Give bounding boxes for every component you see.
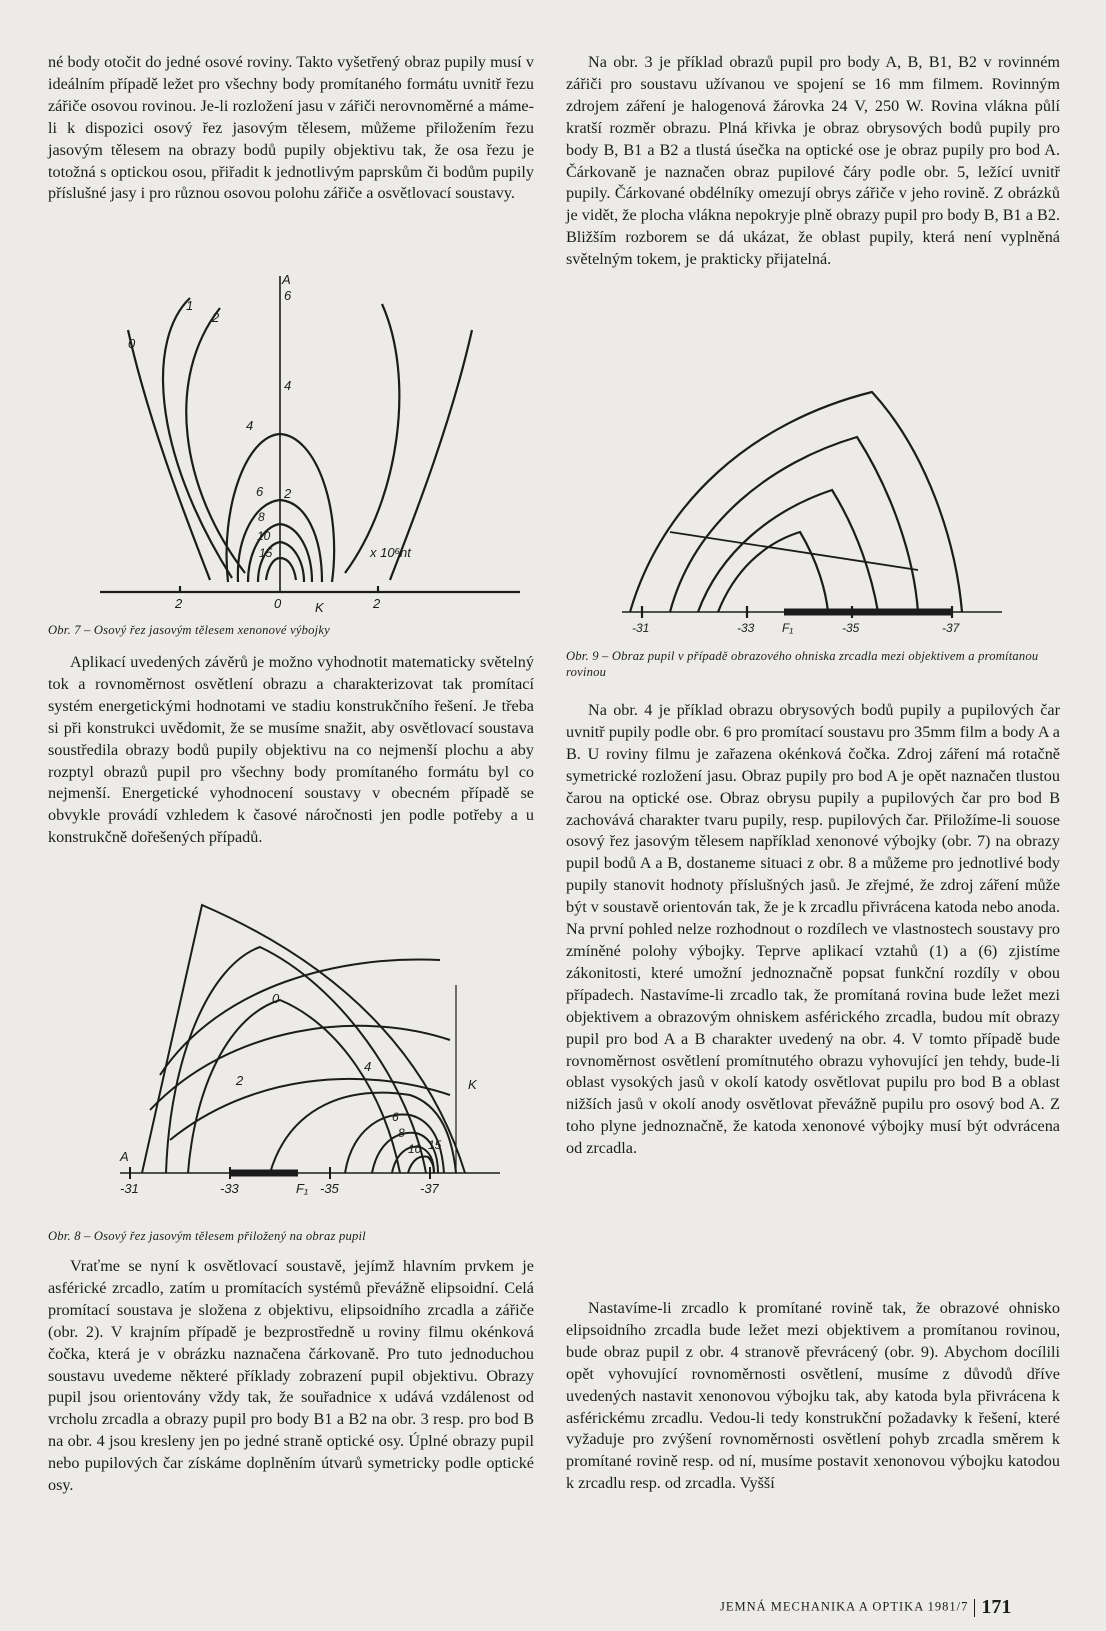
fig8-tick: F₁ bbox=[296, 1181, 309, 1196]
fig8-contour-label: 6 bbox=[392, 1110, 399, 1124]
left-text-top: né body otočit do jedné osové roviny. Takto vyšetřený obraz pupily musí v ideálním případě ležet pro všechny body promítaného formátu uvnitř řezu zářiče osovou rovinou. Je-li rozložení jasu v zářiči nerovnoměrné a máme-li k dispozici osový řez jasovým tělesem, můžeme přiložením řezu jasovým tělesem na obrazy bodů pupily objektivu tak, že osa řezu je totožná s optickou osou, přiřadit k jednotlivým paprskům či bodům pupily příslušné jasy i pro různou osovou polohu zářiče a osvětlovací soustavy. bbox=[48, 53, 534, 203]
fig8-contour-label: 2 bbox=[236, 1073, 244, 1088]
right-text-2: Na obr. 4 je příklad obrazu obrysových bodů pupily a pupilových čar uvnitř pupily podle obr. 6 pro promítací soustavu pro 35mm film a body A a B. U roviny filmu je zařazena okénková čočka. Zdroj záření má rotačně symetrické rozložení jasu. Obraz pupily pro bod A je opět naznačen tlustou čarou na optické ose. Obraz obrysu pupily a pupilových čar pro bod B zachovává charakter tvaru pupily, resp. pupilových čar. Přiložíme-li souose osový řez jasovým tělesem například xenonové výbojky (obr. 7) na obrazy pupil bodů A a B, dostaneme situaci z obr. 8 a můžeme pro jednotlivé body pupily stanovit hodnoty příslušných jasů. Je zřejmé, že zdroj záření může být v soustavě orientován tak, že je k zrcadlu přivrácena katoda nebo anoda. Na první pohled nelze rozhodnout o rozdílech ve vlastnostech soustavy pro zmíněné polohy výbojky. Teprve aplikací vztahů (1) a (6) zjistíme zákonitosti, které umožní jednoznačně popsat funkční rozdíly v obou případech. Nastavíme-li zrcadlo tak, že promítaná rovina bude ležet mezi objektivem a obrazovým ohniskem asférického zrcadla, budou mít obrazy pupil pro bod A a B charakter uvedený na obr. 4. V tomto případě bude rovnoměrnost osvětlení promítnutého obrazu vyhovující jen tehdy, bude-li oblast vysokých jasů v okolí katody osvětlovat pupilu pro bod B a oblast nižších jasů v okolí anody osvětlovat převážně pupilu pro osový bod A. Z toho plyne jednoznačně, že katoda xenonové výbojky musí být odvrácena od zrcadla. bbox=[566, 701, 1060, 1158]
fig8-label-k: K bbox=[468, 1077, 477, 1092]
figure-8 bbox=[120, 905, 500, 1210]
fig8-contour bbox=[150, 1026, 450, 1110]
fig8-tick: -37 bbox=[420, 1181, 439, 1196]
figure-9-caption: Obr. 9 – Obraz pupil v případě obrazového ohniska zrcadla mezi objektivem a promítanou rovinou bbox=[566, 649, 1039, 679]
right-text-3: Nastavíme-li zrcadlo k promítané rovině tak, že obrazové ohnisko elipsoidního zrcadla bude ležet mezi objektivem a promítanou rovinou, bude obraz pupil z obr. 4 stranově převrácený (obr. 9). Abychom docílili opět vyhovující rovnoměrnosti osvětlení, musíme z důvodů dříve uvedených nastavit xenonovou výbojku tak, aby katoda byla přivrácena k asférickému zrcadlu. Vedou-li tedy konstrukční požadavky k řešení, které vyžaduje pro zvýšení rovnoměrnosti osvětlení pohyb zrcadla směrem k promítané rovině resp. od ní, musíme postavit xenonovou výbojku katodou k zrcadlu resp. od zrcadla. Vyšší bbox=[566, 1299, 1060, 1493]
figure-9 bbox=[622, 392, 1002, 635]
left-paragraph-bottom bbox=[48, 1256, 534, 1497]
right-paragraph-2 bbox=[566, 700, 1060, 1160]
left-paragraph-mid bbox=[48, 652, 534, 849]
fig7-tick: 0 bbox=[274, 596, 282, 611]
fig7-label-a: A bbox=[282, 272, 291, 287]
fig8-contour-label: 4 bbox=[364, 1059, 372, 1074]
left-paragraph-top bbox=[48, 52, 534, 205]
fig8-contour-label: 15 bbox=[428, 1138, 442, 1152]
fig7-contour-label: 2 bbox=[212, 310, 220, 325]
fig9-arc bbox=[670, 437, 918, 612]
fig9-tick: -31 bbox=[632, 621, 650, 635]
figure-7-caption: Obr. 7 – Osový řez jasovým tělesem xenonové výbojky bbox=[48, 623, 330, 637]
fig8-label-a: A bbox=[120, 1149, 129, 1164]
fig7-contour-label: 0 bbox=[128, 336, 136, 351]
fig7-axis-value-2: 2 bbox=[284, 486, 292, 501]
fig7-unit: x 10⁶nt bbox=[370, 545, 411, 560]
fig7-contour-label: 8 bbox=[258, 510, 265, 524]
fig7-contour-15 bbox=[266, 558, 296, 580]
fig7-contour-label: 6 bbox=[256, 484, 264, 499]
fig9-tick: F₁ bbox=[782, 621, 794, 635]
left-text-bottom: Vraťme se nyní k osvětlovací soustavě, jejímž hlavním prvkem je asférické zrcadlo, zatím u promítacích systémů převážně elipsoidní. Celá promítací soustava je složena z objektivu, elipsoidního zrcadla a zářiče (obr. 2). V krajním případě je bezprostředně u roviny filmu okénková čočka, která je v obrázku naznačena čárkovaně. Pro tuto jednoduchou soustavu uvedeme některé příklady zobrazení pupil objektivu. Obrazy pupil jsou orientovány vždy tak, že souřadnice x udává vzdálenost od vrcholu zrcadla a obrazy pupil pro body B1 a B2 na obr. 3 resp. pro bod B na obr. 4 jsou kresleny jen po jedné straně optické osy. Úplné obrazy pupil nebo pupilových čar získáme doplněním útvarů symetricky podle optické osy. bbox=[48, 1257, 534, 1495]
fig7-tick: 2 bbox=[373, 596, 381, 611]
footer-divider bbox=[974, 1599, 975, 1617]
fig7-label-k: K bbox=[315, 600, 324, 615]
left-text-mid: Aplikací uvedených závěrů je možno vyhodnotit matematicky světelný tok a rovnoměrnost osvětlení obrazu a charakterizovat tak promítací systém energetickými hodnotami ve stadiu konstrukčního řešení. Je třeba si při konstrukci uvědomit, že se musíme snažit, aby osvětlovací soustava soustředila obrazy bodů pupily objektivu na co nejmenší plochu a aby rozptyl obrazů pupil pro všechny body promítaného formátu byl co nejmenší. Energetické vyhodnocení soustavy v obecném případě se obvykle provádí vzhledem k časové náročnosti jen podle potřeby a u konstrukčně dořešených případů. bbox=[48, 653, 534, 847]
page-footer bbox=[720, 1596, 1011, 1619]
fig9-tick: -33 bbox=[737, 621, 755, 635]
fig7-contour-label: 4 bbox=[246, 418, 254, 433]
fig9-tick: -35 bbox=[842, 621, 860, 635]
fig8-contour bbox=[170, 1079, 450, 1140]
figure-7 bbox=[60, 268, 530, 613]
right-text-1: Na obr. 3 je příklad obrazů pupil pro body A, B, B1, B2 v rovinném zářiči pro soustavu užívanou ve spojení se 16 mm filmem. Rovinným zdrojem záření je halogenová žárovka 24 V, 250 W. Rovina vlákna půlí kratší rozměr obrazu. Plná křivka je obraz obrysových bodů pupily pro body B, B1 a B2 a tlustá úsečka na optické ose je obraz pupily pro bod A. Čárkovaně je naznačen obraz pupilové čáry podle obr. 5, ležící uvnitř pupily. Čárkované obdélníky omezují obrys zářiče v jeho rovině. Z obrázků je vidět, že plocha vlákna nepokryje plně obrazy pupil pro body B, B1 a B2. Bližším rozborem se dá ukázat, že oblast pupily, která není vyplněná světelným tokem, je prakticky přijatelná. bbox=[566, 53, 1060, 269]
fig8-tick: -31 bbox=[120, 1181, 139, 1196]
fig7-axis-value-4: 4 bbox=[284, 378, 292, 393]
fig8-contour-label: 10 bbox=[408, 1142, 422, 1156]
fig7-axis-value-6: 6 bbox=[284, 288, 292, 303]
fig9-outer-arc bbox=[630, 392, 962, 612]
page-number: 171 bbox=[981, 1596, 1012, 1618]
fig8-contour-label: 8 bbox=[398, 1126, 405, 1140]
right-paragraph-3 bbox=[566, 1298, 1060, 1495]
fig8-arc bbox=[166, 947, 426, 1173]
fig8-tick: -33 bbox=[220, 1181, 239, 1196]
fig7-contour-label: 10 bbox=[257, 529, 271, 543]
journal-name: JEMNÁ MECHANIKA A OPTIKA 1981/7 bbox=[720, 1599, 969, 1614]
fig7-tick: 2 bbox=[175, 596, 183, 611]
fig7-contour-label: 15 bbox=[259, 546, 273, 560]
fig7-contour-0 bbox=[128, 330, 472, 580]
figure-8-caption: Obr. 8 – Osový řez jasovým tělesem přiložený na obraz pupil bbox=[48, 1229, 366, 1243]
fig9-tick: -37 bbox=[942, 621, 960, 635]
fig9-arc bbox=[698, 490, 878, 612]
fig8-contour-label: 0 bbox=[272, 991, 280, 1006]
fig7-contour-label: 1 bbox=[186, 298, 194, 313]
right-paragraph-1 bbox=[566, 52, 1060, 271]
fig8-tick: -35 bbox=[320, 1181, 339, 1196]
fig8-contour bbox=[160, 959, 440, 1075]
fig9-arc bbox=[718, 532, 828, 612]
